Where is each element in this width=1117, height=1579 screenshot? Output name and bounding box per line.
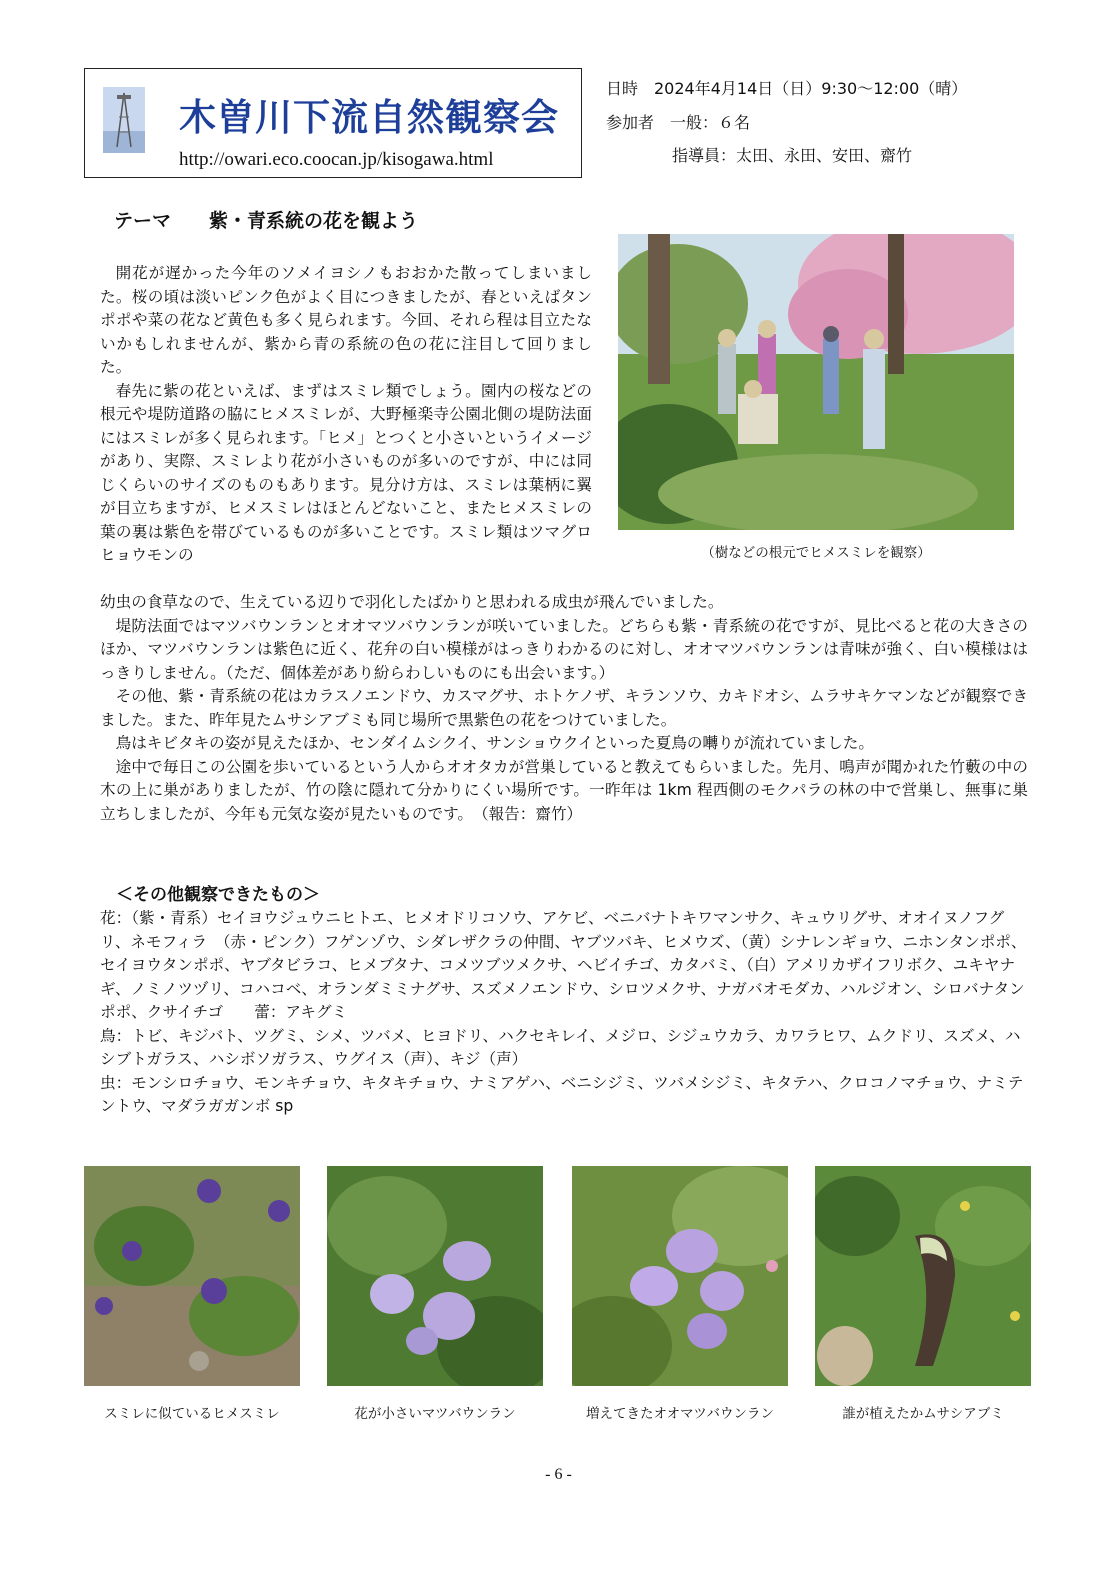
participants-line: 参加者 一般：６名 — [606, 113, 751, 132]
paragraph-4: その他、紫・青系統の花はカラスノエンドウ、カスマグサ、ホトケノザ、キランソウ、カキドオシ、ムラサキケマンなどが観察できました。また、昨年見たムサシアブミも同じ場所で黒紫色の花をつけていました。 — [100, 687, 1028, 729]
thumbnail-caption-1: スミレに似ているヒメスミレ — [104, 1406, 280, 1422]
page-number: - 6 - — [545, 1466, 572, 1483]
thumbnail-caption-3: 増えてきたオオマツバウンラン — [586, 1406, 774, 1422]
others-heading: ＜その他観察できたもの＞ — [116, 885, 320, 905]
header-box — [84, 68, 582, 178]
wide-text-column — [100, 591, 1028, 826]
violet-photo — [84, 1166, 300, 1386]
main-photo — [618, 234, 1014, 530]
insects-list: 虫：モンシロチョウ、モンキチョウ、キタキチョウ、ナミアゲハ、ベニシジミ、ツバメシジミ、キタテハ、クロコノマチョウ、ナミテントウ、マダラガガンボ sp — [100, 1073, 1024, 1115]
paragraph-3: 堤防法面ではマツバウンランとオオマツバウンランが咲いていました。どちらも紫・青系統の花ですが、見比べると花の大きさのほか、マツバウンランは紫色に近く、花弁の白い模様がはっきりわかるのに対し、オオマツバウンランは青味が強く、白い模様ははっきりしません。（ただ、個体差があり紛らわしいものにも出会います。） — [100, 616, 1028, 682]
paragraph-5: 鳥はキビタキの姿が見えたほか、センダイムシクイ、サンショウクイといった夏鳥の囀りが流れていました。 — [115, 734, 874, 752]
narrow-text-column — [100, 262, 592, 568]
tower-logo-icon — [103, 87, 145, 153]
paragraph-6: 途中で毎日この公園を歩いているという人からオオタカが営巣していると教えてもらいました。先月、鳴声が聞かれた竹藪の中の木の上に巣がありましたが、竹の陰に隠れて分かりにくい場所です。一昨年は 1km 程西側のモクパラの林の中で営巣し、無事に巣立ちしましたが、今年も元気な姿が見たいものです。 （報告：齋竹） — [100, 757, 1028, 823]
thumbnail-caption-2: 花が小さいマツバウンラン — [354, 1406, 516, 1422]
linaria-photo — [327, 1166, 543, 1386]
large-linaria-photo — [572, 1166, 788, 1386]
flowers-list: 花：（紫・青系）セイヨウジュウニヒトエ、ヒメオドリコソウ、アケビ、ベニバナトキワマンサク、キュウリグサ、オオイヌノフグリ、ネモフィラ （赤・ピンク）フゲンゾウ、シダレザクラの仲間、ヤブツバキ、ヒメウズ、（黄）シナレンギョウ、ニホンタンポポ、セイヨウタンポポ、ヤブタビラコ、ヒメブタナ、コメツブツメクサ、ヘビイチゴ、カタバミ、（白）アメリカザイフリボク、ユキヤナギ、ノミノツヅリ、コハコベ、オランダミミナグサ、スズメノエンドウ、シロツメクサ、ナガバオモダカ、ハルジオン、シロバナタンポポ、クサイチゴ 蕾：アキグミ — [100, 909, 1027, 1021]
main-photo-caption: （樹などの根元でヒメスミレを観察） — [701, 545, 931, 561]
page-title: 木曽川下流自然観察会 — [179, 96, 559, 139]
theme-heading: テーマ 紫・青系統の花を観よう — [114, 210, 419, 232]
arisaema-photo — [815, 1166, 1031, 1386]
paragraph-1: 開花が遅かった今年のソメイヨシノもおおかた散ってしまいました。桜の頃は淡いピンク色がよく目につきましたが、春といえばタンポポや菜の花など黄色も多く見られます。今回、それら程は目立たないかもしれませんが、紫から青の系統の色の花に注目して回りました。 — [100, 264, 592, 376]
birds-list: 鳥：トビ、キジバト、ツグミ、シメ、ツバメ、ヒヨドリ、ハクセキレイ、メジロ、シジュウカラ、カワラヒワ、ムクドリ、スズメ、ハシブトガラス、ハシボソガラス、ウグイス（声）、キジ（声） — [100, 1026, 1021, 1068]
paragraph-2-continued: 幼虫の食草なので、生えている辺りで羽化したばかりと思われる成虫が飛んでいました。 — [100, 593, 724, 611]
others-list — [100, 907, 1028, 1119]
leaders-line: 指導員：太田、永田、安田、齋竹 — [672, 146, 913, 165]
website-url[interactable]: http://owari.eco.coocan.jp/kisogawa.html — [179, 149, 494, 170]
date-line: 日時 2024年4月14日（日）9:30～12:00（晴） — [606, 79, 968, 98]
thumbnail-caption-4: 誰が植えたかムサシアブミ — [842, 1406, 1004, 1422]
paragraph-2: 春先に紫の花といえば、まずはスミレ類でしょう。園内の桜などの根元や堤防道路の脇にヒメスミレが、大野極楽寺公園北側の堤防法面にはスミレが多く見られます。「ヒメ」とつくと小さいというイメージがあり、実際、スミレより花が小さいものが多いのですが、中には同じくらいのサイズのものもあります。見分け方は、スミレは葉柄に翼が目立ちますが、ヒメスミレはほとんどないこと、またヒメスミレの葉の裏は紫色を帯びているものが多いことです。スミレ類はツマグロヒョウモンの — [100, 381, 592, 564]
